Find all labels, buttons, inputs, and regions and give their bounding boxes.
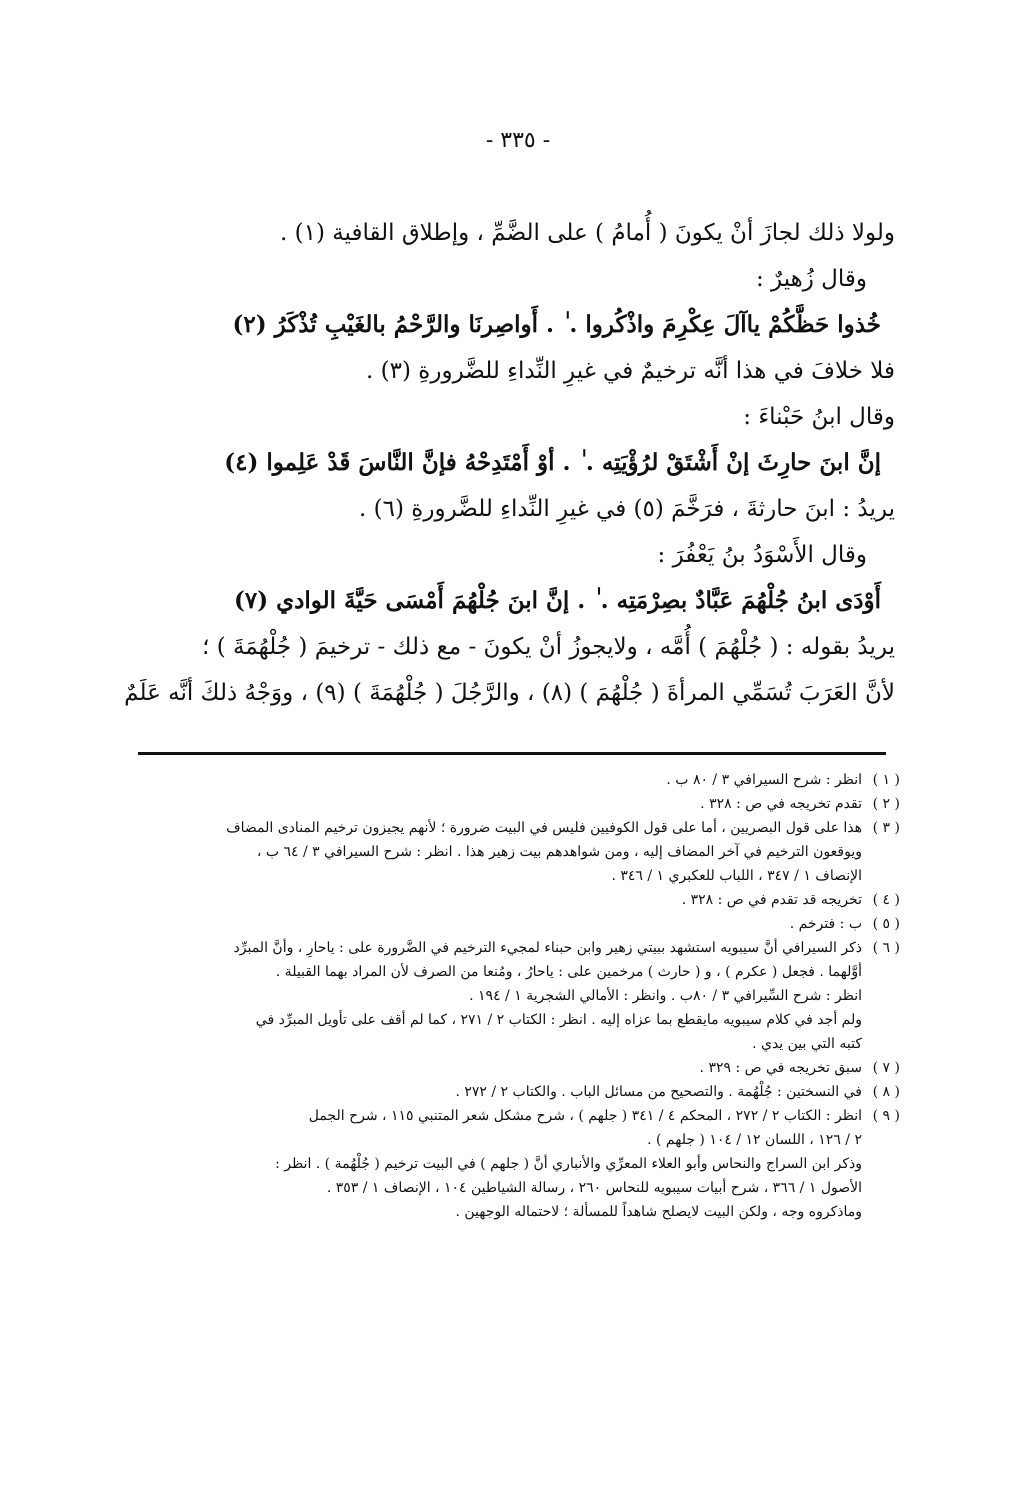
footnote xyxy=(130,1056,900,1080)
footnote xyxy=(130,792,900,816)
footnote-number: ( ٧ ) xyxy=(872,1060,900,1076)
footnote xyxy=(130,936,900,1056)
footnote-number: ( ٣ ) xyxy=(872,820,900,836)
footnote-text: وماذكروه وجه ، ولكن البيت لايصلح شاهداً للمسألة ؛ لاحتماله الوجهين . xyxy=(455,1204,862,1220)
footnote-text: الأصول ١ / ٣٦٦ ، شرح أبيات سيبويه للنحاس ٢٦٠ ، رسالة الشياطين ١٠٤ ، الإنصاف ١ / ٣٥٣ . xyxy=(326,1180,862,1196)
footnote-text: انظر : شرح السيرافي ٣ / ٨٠ ب . xyxy=(666,772,862,788)
main-text xyxy=(125,210,895,716)
text-line: ولولا ذلك لجازَ أنْ يكونَ ( أُمامُ ) على الضَّمِّ ، وإطلاق القافية (١) . xyxy=(279,220,895,246)
footnote-number: ( ٤ ) xyxy=(872,892,900,908)
footnote-text: كتبه التي بين يدي . xyxy=(752,1036,862,1052)
footnote-text: تقدم تخريجه في ص : ٣٢٨ . xyxy=(700,796,862,812)
footnote-number: ( ٩ ) xyxy=(872,1108,900,1124)
footnote-divider xyxy=(138,752,886,755)
footnote-text: تخريجه قد تقدم في ص : ٣٢٨ . xyxy=(681,892,862,908)
footnote-number: ( ٦ ) xyxy=(872,940,900,956)
footnote xyxy=(130,1080,900,1104)
footnote-number: ( ٨ ) xyxy=(872,1084,900,1100)
footnote-text: ولم أجد في كلام سيبويه مايقطع بما عزاه إليه . انظر : الكتاب ٢ / ٢٧١ ، كما لم أقف على تأويل المبرِّد في xyxy=(255,1012,862,1028)
footnote-text: ذكر السيرافي أنَّ سيبويه استشهد ببيتي زهير وابن حبناء لمجيء الترخيم في الضَّرورة على : ياحارِ ، وأنَّ المبرِّد xyxy=(233,940,862,956)
footnote xyxy=(130,1104,900,1224)
footnote-number: ( ١ ) xyxy=(872,772,900,788)
text-line: يريدُ بقوله : ( جُلْهُمَ ) أُمَّه ، ولايجوزُ أنْ يكونَ - مع ذلك - ترخيمَ ( جُلْهُمَةَ ) ؛ xyxy=(202,634,895,660)
verse-line: أَوْدَى ابنُ جُلْهُمَ عَبَّادٌ بصِرْمَتِه . ٰ . إنَّ ابنَ جُلْهُمَ أَمْسَى حَيَّةَ الوادي (٧) xyxy=(233,587,881,614)
text-line: يريدُ : ابنَ حارثةَ ، فرَخَّمَ (٥) في غيرِ النِّداءِ للضَّرورةِ (٦) . xyxy=(359,496,895,522)
text-line: وقال زُهيرٌ : xyxy=(755,266,867,292)
text-line: فلا خلافَ في هذا أنَّه ترخيمٌ في غيرِ النِّداءِ للضَّرورةِ (٣) . xyxy=(366,358,895,384)
text-line: وقال ابنُ حَبْناءَ : xyxy=(743,404,895,430)
text-line: وقال الأَسْوَدُ بنُ يَعْفُرَ : xyxy=(657,542,867,568)
footnote xyxy=(130,768,900,792)
footnote-text: وذكر ابن السراج والنحاس وأبو العلاء المعرِّي والأنباري أنَّ ( جلهم ) في البيت ترخيم ( جُلْهُمة ) . انظر : xyxy=(275,1156,862,1172)
footnote-text: الإنصاف ١ / ٣٤٧ ، اللباب للعكبري ١ / ٣٤٦ . xyxy=(611,868,862,884)
footnote-text: في النسختين : جُلْهُمة . والتصحيح من مسائل الباب . والكتاب ٢ / ٢٧٢ . xyxy=(455,1084,862,1100)
footnote-number: ( ٥ ) xyxy=(872,916,900,932)
footnote xyxy=(130,816,900,888)
footnote-text: انظر : شرح السِّيرافي ٣ / ٨٠ب . وانظر : الأمالي الشجرية ١ / ١٩٤ . xyxy=(469,988,862,1004)
footnote-text: سبق تخريجه في ص : ٣٢٩ . xyxy=(699,1060,862,1076)
text-line: لأنَّ العَرَبَ تُسَمِّي المرأةَ ( جُلْهُمَ ) (٨) ، والرَّجُلَ ( جُلْهُمَةَ ) (٩) ، ووَجْهُ ذلكَ أنَّه عَلَمٌ xyxy=(124,680,895,706)
verse-line: خُذوا حَظَّكُمْ ياآلَ عِكْرِمَ واذْكُروا . ٰ . أَواصِرنَا والرَّحْمُ بالغَيْبِ تُذْكَرُ (٢) xyxy=(232,311,881,338)
footnote-text: أوَّلهما . فجعل ( عكرم ) ، و ( حارث ) مرخمين على : ياحارُ ، ومُنعا من الصرف لأن المراد بهما القبيلة . xyxy=(275,964,862,980)
verse-line: إنَّ ابنَ حارِثَ إنْ أَشْتَقْ لرُؤْيَتِه . ٰ . أوْ أَمْتَدِحْهُ فإنَّ النَّاسَ قَدْ عَلِموا (٤) xyxy=(224,449,881,476)
footnote xyxy=(130,912,900,936)
footnote xyxy=(130,888,900,912)
footnote-text: هذا على قول البصريين ، أما على قول الكوفيين فليس في البيت ضرورة ؛ لأنهم يجيزون ترخيم المنادى المضاف xyxy=(226,820,862,836)
footnote-text: ويوقعون الترخيم في آخر المضاف إليه ، ومن شواهدهم بيت زهير هذا . انظر : شرح السيرافي ٣ / ٦٤ ب ، xyxy=(256,844,862,860)
footnote-text: انظر : الكتاب ٢ / ٢٧٢ ، المحكم ٤ / ٣٤١ ( جلهم ) ، شرح مشكل شعر المتنبي ١١٥ ، شرح الجمل xyxy=(308,1108,862,1124)
page-number: - ٣٣٥ - xyxy=(485,128,551,153)
footnote-number: ( ٢ ) xyxy=(872,796,900,812)
footnote-text: ٢ / ١٢٦ ، اللسان ١٢ / ١٠٤ ( جلهم ) . xyxy=(647,1132,862,1148)
footnotes xyxy=(130,768,900,1224)
footnote-text: ب : فترخم . xyxy=(789,916,862,932)
